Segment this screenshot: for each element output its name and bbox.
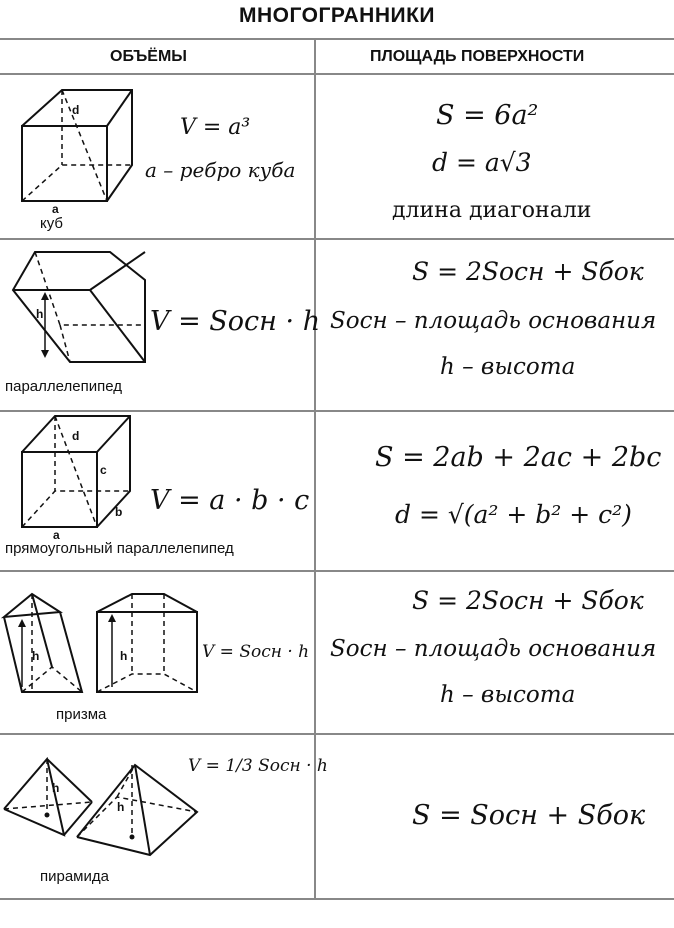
edge-a-label: a — [53, 528, 60, 542]
parallelepiped-volume-formula: V = Sосн · h — [150, 306, 321, 337]
pyramid-height-label-2: h — [117, 800, 125, 814]
header-divider — [0, 73, 674, 75]
row-divider — [0, 410, 674, 412]
prism-height-note: h – высота — [440, 682, 576, 708]
prism-volume-formula: V = Sосн · h — [202, 642, 310, 662]
pyramid-figures — [2, 757, 202, 867]
prism-base-note: Sосн – площадь основания — [330, 636, 657, 662]
cube-volume-formula: V = a³ — [180, 115, 251, 140]
edge-a-label: a — [52, 202, 59, 216]
diagonal-d-label: d — [72, 429, 80, 443]
table-border-top — [0, 38, 674, 40]
cube-area-formula: S = 6a² — [436, 100, 539, 131]
pyramid-area-formula: S = Sосн + Sбок — [412, 800, 646, 831]
height-h-label: h — [36, 307, 44, 321]
parallelepiped-area-formula: S = 2Sосн + Sбок — [412, 257, 644, 286]
row-divider — [0, 733, 674, 735]
page-title: МНОГОГРАННИКИ — [238, 4, 436, 27]
row-divider — [0, 570, 674, 572]
cube-diagonal-formula: d = a√3 — [432, 148, 532, 177]
shape-name-pyramid: пирамида — [40, 868, 109, 885]
shape-name-prism: призма — [56, 706, 107, 723]
rect-parallelepiped-area-formula: S = 2ab + 2ac + 2bc — [375, 442, 662, 473]
row-divider — [0, 238, 674, 240]
pyramid-volume-formula: V = 1/3 Sосн · h — [188, 756, 328, 776]
shape-name-cube: куб — [40, 215, 63, 232]
rect-parallelepiped-volume-formula: V = a · b · c — [150, 485, 310, 516]
prism-height-label-1: h — [32, 649, 40, 663]
prism-height-label-2: h — [120, 649, 128, 663]
table-border-bottom — [0, 898, 674, 900]
prism-figures — [2, 592, 202, 702]
diagonal-d-label: d — [72, 103, 80, 117]
parallelepiped-base-note: Sосн – площадь основания — [330, 308, 657, 334]
parallelepiped-height-note: h – высота — [440, 354, 576, 380]
rectangular-parallelepiped-figure — [20, 414, 135, 542]
prism-area-formula: S = 2Sосн + Sбок — [412, 586, 644, 615]
header-volumes: ОБЪЁМЫ — [110, 48, 187, 65]
cube-diagonal-note: длина диагонали — [392, 198, 592, 223]
cube-volume-note: a – ребро куба — [145, 158, 296, 182]
shape-name-rectangular-parallelepiped: прямоугольный параллелепипед — [5, 540, 234, 557]
edge-c-label: c — [100, 463, 107, 477]
rect-parallelepiped-diagonal-formula: d = √(a² + b² + c²) — [395, 500, 632, 529]
edge-b-label: b — [115, 505, 123, 519]
cube-figure — [20, 88, 135, 216]
pyramid-height-label-1: h — [52, 781, 60, 795]
parallelepiped-figure — [10, 250, 150, 370]
header-surface: ПЛОЩАДЬ ПОВЕРХНОСТИ — [370, 48, 585, 65]
shape-name-parallelepiped: параллелепипед — [5, 378, 122, 395]
